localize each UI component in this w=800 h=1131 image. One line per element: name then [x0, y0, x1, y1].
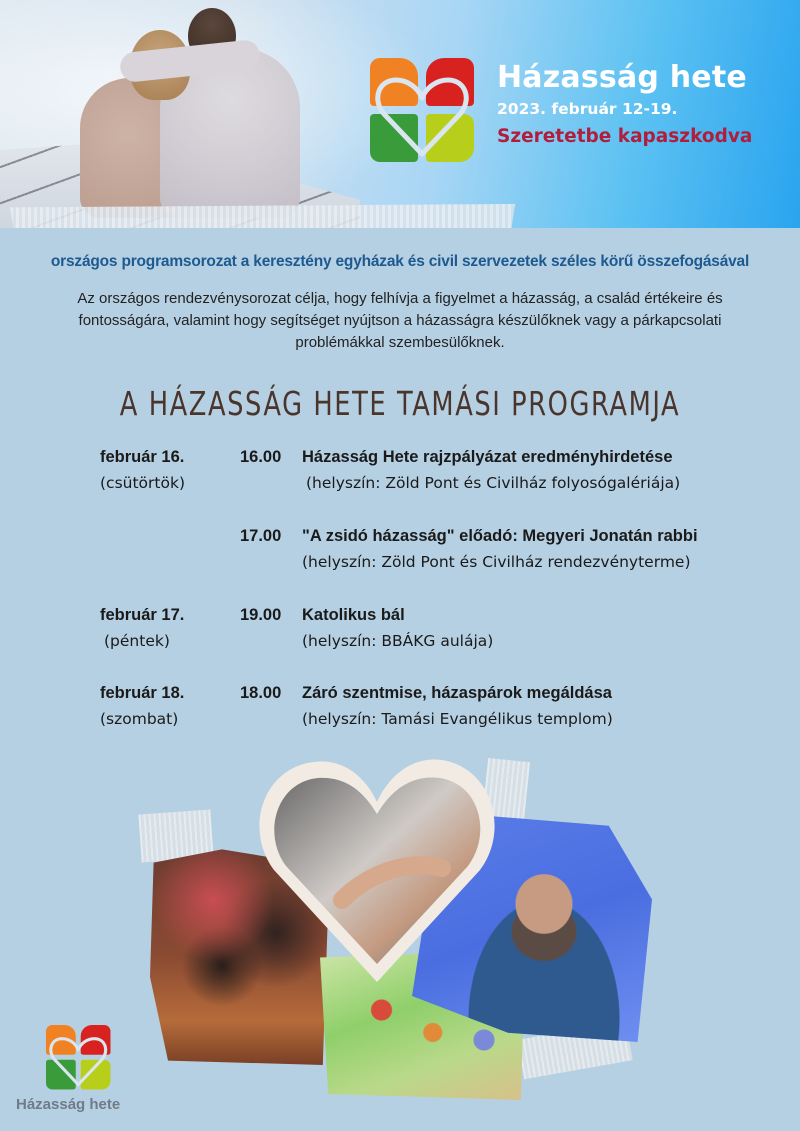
slogan: Szeretetbe kapaszkodva [497, 126, 753, 147]
event-title: Záró szentmise, házaspárok megáldása [302, 684, 612, 702]
event-day: február 16. [100, 448, 185, 466]
event-weekday: (péntek) [104, 632, 170, 650]
event-day: február 17. [100, 606, 185, 624]
event-weekday: (csütörtök) [100, 474, 185, 492]
hazassag-hete-logo [370, 58, 474, 162]
event-time: 18.00 [240, 684, 282, 702]
photo-collage [140, 750, 680, 1110]
brand-title: Házasság hete [497, 60, 747, 95]
event-time: 16.00 [240, 448, 282, 466]
header-banner [0, 0, 800, 228]
footer-logo [46, 1025, 110, 1089]
event-dates: 2023. február 12-19. [497, 100, 678, 118]
event-title: Katolikus bál [302, 606, 405, 624]
intro-paragraph: Az országos rendezvénysorozat célja, hogy felhívja a figyelmet a házasság, a család értékeire és fontosságára, valamint hogy segítséget nyújtson a házasságra készülőknek vagy a párkapcsolati problémákkal szembesülőknek. [77, 290, 723, 351]
subtitle: országos programsorozat a keresztény egyházak és civil szervezetek széles körű összefogásával [50, 253, 750, 270]
heart-outline-icon [46, 1025, 110, 1089]
event-place: (helyszín: Tamási Evangélikus templom) [302, 710, 613, 728]
brand-block [497, 60, 752, 149]
program-heading: A HÁZASSÁG HETE TAMÁSI PROGRAMJA [119, 384, 681, 423]
event-day: február 18. [100, 684, 185, 702]
event-title: "A zsidó házasság" előadó: Megyeri Jonatán rabbi [302, 527, 698, 545]
holding-hands-heart-photo [252, 750, 502, 990]
tape-strip [10, 204, 515, 228]
event-weekday: (szombat) [100, 710, 179, 728]
event-title: Házasság Hete rajzpályázat eredményhirdetése [302, 448, 673, 466]
event-time: 17.00 [240, 527, 282, 545]
heart-outline-icon [370, 58, 474, 162]
footer-logo-caption: Házasság hete [16, 1096, 121, 1113]
event-time: 19.00 [240, 606, 282, 624]
couple-photo [80, 8, 320, 218]
event-place: (helyszín: Zöld Pont és Civilház rendezvényterme) [302, 553, 691, 571]
event-place: (helyszín: BBÁKG aulája) [302, 632, 494, 650]
event-place: (helyszín: Zöld Pont és Civilház folyosógalériája) [306, 474, 681, 492]
